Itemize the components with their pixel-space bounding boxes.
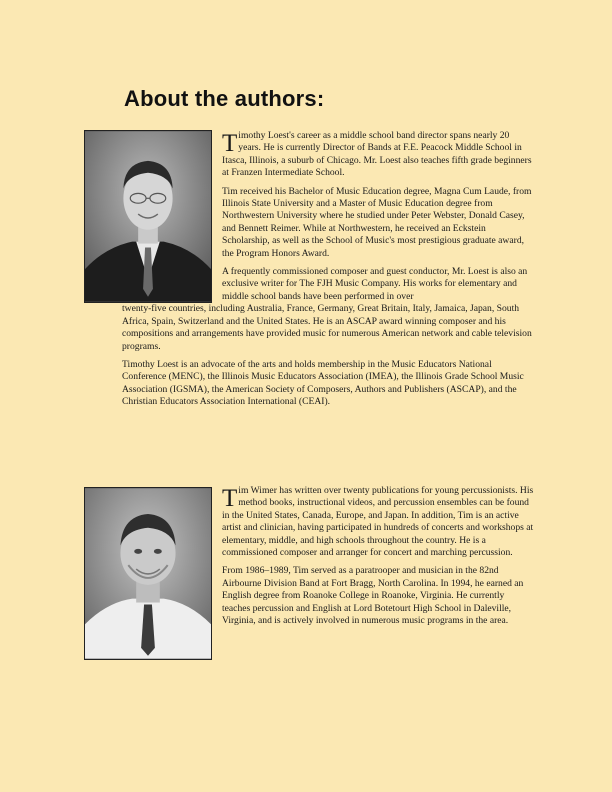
author-photo-timothy-loest (84, 130, 212, 303)
author-bio-tim-wimer (222, 485, 534, 633)
bio-paragraph: Tim received his Bachelor of Music Education degree, Magna Cum Laude, from Illinois State University and a Master of Music Education degree from Northwestern University where he studied under Peter Webster, Donald Casey, and Bennett Reimer. While at Northwestern, he received an Eckstein Scholarship, as well as the School of Music's most prestigious graduate award, the Program Honors Award. (222, 185, 532, 259)
bio-paragraph: Timothy Loest's career as a middle school band director spans nearly 20 years. He is currently Director of Bands at F.E. Peacock Middle School in Itasca, Illinois, a suburb of Chicago. Mr. Loest also teaches fifth grade beginners at Franzen Intermediate School. (222, 130, 532, 179)
portrait-icon (85, 131, 211, 302)
portrait-icon (85, 488, 211, 659)
author-bio-timothy-loest (122, 130, 534, 415)
drop-cap: T (222, 130, 238, 157)
bio-paragraph: Tim Wimer has written over twenty publications for young percussionists. His method books, instructional videos, and percussion ensembles can be found in the United States, Canada, Europe, and Japan. In addition, Tim is an active artist and clinician, having participated in hundreds of concerts and workshops at elementary, middle, and high schools throughout the country. He is a commissioned composer and arranger for concert and marching percussion. (222, 485, 534, 559)
author-photo-tim-wimer (84, 487, 212, 660)
bio-paragraph: From 1986–1989, Tim served as a paratrooper and musician in the 82nd Airbourne Division Band at Fort Bragg, North Carolina. In 1994, he earned an English degree from Roanoke College in Roanoke, Virginia. He currently teaches percussion and English at Lord Botetourt High School in Daleville, Virginia, and is actively involved in numerous music programs in the area. (222, 565, 524, 627)
drop-cap: T (222, 485, 238, 512)
bio-paragraph: A frequently commissioned composer and guest conductor, Mr. Loest is also an exclusive writer for The FJH Music Company. His works for elementary and middle school bands have been performed in over (222, 266, 528, 302)
page-title: About the authors: (124, 86, 325, 111)
bio-paragraph: Timothy Loest is an advocate of the arts and holds membership in the Music Educators National Conference (MENC), the Illinois Music Educators Association (IMEA), the Illinois Grade School Music Association (IGSMA), the American Society of Composers, Authors and Publishers (ASCAP), and the Christian Educators Association International (CEAI). (122, 358, 524, 408)
bio-paragraph: twenty-five countries, including Australia, France, Germany, Great Britain, Italy, Jamaica, Japan, South Africa, Spain, Switzerland and the United States. He is an ASCAP award winning composer and his compositions and arrangements have provided music for numerous American network and cable television programs. (122, 303, 532, 352)
